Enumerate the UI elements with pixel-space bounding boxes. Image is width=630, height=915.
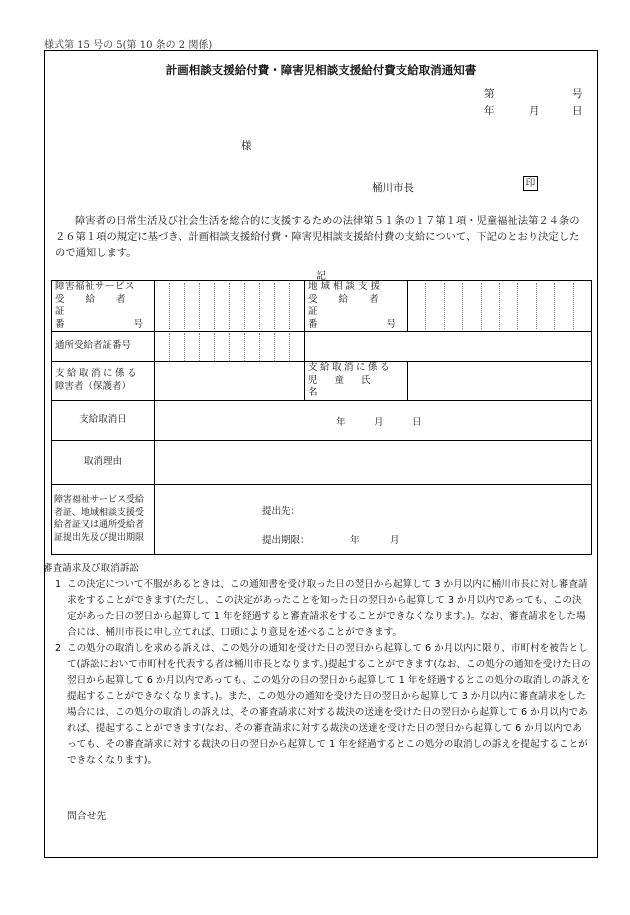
contact-label: 問合せ先: [67, 811, 107, 822]
recipient-honorific: 様: [241, 140, 252, 152]
table-row: [52, 362, 592, 401]
table-row: [52, 281, 592, 332]
form-number: 様式第 15 号の 5(第 10 条の 2 関係): [44, 40, 213, 51]
notice-body: [55, 213, 589, 261]
blank-cell: [305, 332, 592, 362]
community-cert-label: [305, 281, 408, 332]
label-line: 受 給 者 証: [55, 293, 135, 317]
note-item: [43, 577, 591, 641]
day-service-cert-label: 通所受給者証番号: [52, 332, 155, 362]
date-month: 月: [529, 105, 540, 117]
disabled-person-value[interactable]: [155, 362, 305, 401]
note-text: この処分の取消しを求める訴えは、この処分の通知を受けた日の翌日から起算して 6 か月以内に限り、市町村を被告として(訴訟において市町村を代表する者は桶川市長となります。)提起することができます(なお、この処分の通知を受けた日の翌日から起算して 6 か月以内であっても、この処分の日の翌日から起算して 1 年を経過するとこの処分の取消しの訴えを提起することができなくなります。)。また、この処分の通知を受けた日の翌日から起算して 3 か月以内に審査請求をした場合には、この処分の取消しの訴えは、その審査請求に対する裁決の送達を受けた日の翌日から起算して 6 か月以内であれば、提起することができます(なお、その審査請求に対する裁決の送達を受けた日の翌日から起算して 6 か月以内であっても、その審査請求に対する裁決の日の翌日から起算して 1 年を経過するとこの処分の取消しの訴えを提起することができなくなります)。: [67, 643, 591, 766]
service-cert-label: [52, 281, 155, 332]
ki-heading: 記: [316, 271, 326, 282]
label-line: 番 号: [55, 318, 144, 330]
cancel-date-label: 支給取消日: [52, 400, 155, 440]
service-cert-number-cells[interactable]: [155, 281, 305, 332]
appeal-notes: [43, 561, 591, 769]
issuer-name: 桶川市長: [372, 182, 414, 194]
deadline-year: 年: [350, 534, 360, 546]
community-cert-number-cells[interactable]: [408, 281, 592, 332]
date-day: 日: [572, 105, 583, 117]
disabled-person-label: [52, 362, 155, 401]
label-line: 支給取消に係る: [55, 368, 140, 380]
cancel-date-day: 日: [412, 416, 422, 428]
child-name-value[interactable]: [408, 362, 592, 401]
cancel-date-value[interactable]: [155, 400, 592, 440]
submission-label: 障害福祉サービス受給者証、地域相談支援受給者証又は通所受給者証提出先及び提出期限: [52, 484, 155, 554]
number-suffix: 号: [572, 88, 583, 100]
label-line: 地域相談支援: [308, 281, 384, 292]
day-service-cert-number-cells[interactable]: [155, 332, 305, 362]
details-table: [51, 280, 592, 555]
submission-value[interactable]: [155, 484, 592, 554]
table-row: [52, 332, 592, 362]
date-year: 年: [484, 105, 495, 117]
notice-document: [44, 50, 598, 858]
cancel-reason-label: 取消理由: [52, 440, 155, 484]
deadline-month: 月: [390, 534, 400, 546]
note-number: 2: [55, 643, 62, 654]
seal-mark: 印: [523, 176, 538, 191]
notice-body-text: 障害者の日常生活及び社会生活を総合的に支援するための法律第５１条の１７第１項・児童福祉法第２４条の２６第１項の規定に基づき、計画相談支援給付費・障害児相談支援給付費の支給について、下記のとおり決定したので通知します。: [55, 215, 580, 259]
note-text: この決定について不服があるときは、この通知書を受け取った日の翌日から起算して 3 か月以内に桶川市長に対し審査請求をすることができます(ただし、この決定があったことを知った日の翌日から起算して 3 か月以内であっても、この決定があった日の翌日から起算して 1 年を経過すると審査請求をすることができなくなります。)。なお、審査請求をした場合には、桶川市長に申し立てれば、口頭により意見を述べることができます。: [67, 579, 588, 638]
label-line: 番 号: [308, 318, 397, 330]
table-row: [52, 440, 592, 484]
child-name-label: [305, 362, 408, 401]
number-prefix: 第: [484, 88, 495, 100]
note-item: [43, 641, 591, 769]
submission-deadline: 提出期限：: [262, 534, 310, 546]
cancel-reason-value[interactable]: [155, 440, 592, 484]
submission-destination: 提出先：: [262, 505, 301, 517]
cancel-date-month: 月: [374, 416, 384, 428]
note-number: 1: [55, 579, 62, 590]
label-line: 受 給 者 証: [308, 293, 388, 317]
cancel-date-year: 年: [336, 416, 346, 428]
label-line: 障害者（保護者）: [55, 380, 132, 392]
label-line: 児 童 氏 名: [308, 374, 378, 398]
table-row: [52, 400, 592, 440]
table-row: [52, 484, 592, 554]
label-line: 支給取消に係る: [308, 362, 393, 373]
label-line: 障害福祉サービス: [55, 281, 136, 292]
document-title: 計画相談支援給付費・障害児相談支援給付費支給取消通知書: [165, 63, 477, 77]
notes-heading: 審査請求及び取消訴訟: [43, 563, 139, 574]
